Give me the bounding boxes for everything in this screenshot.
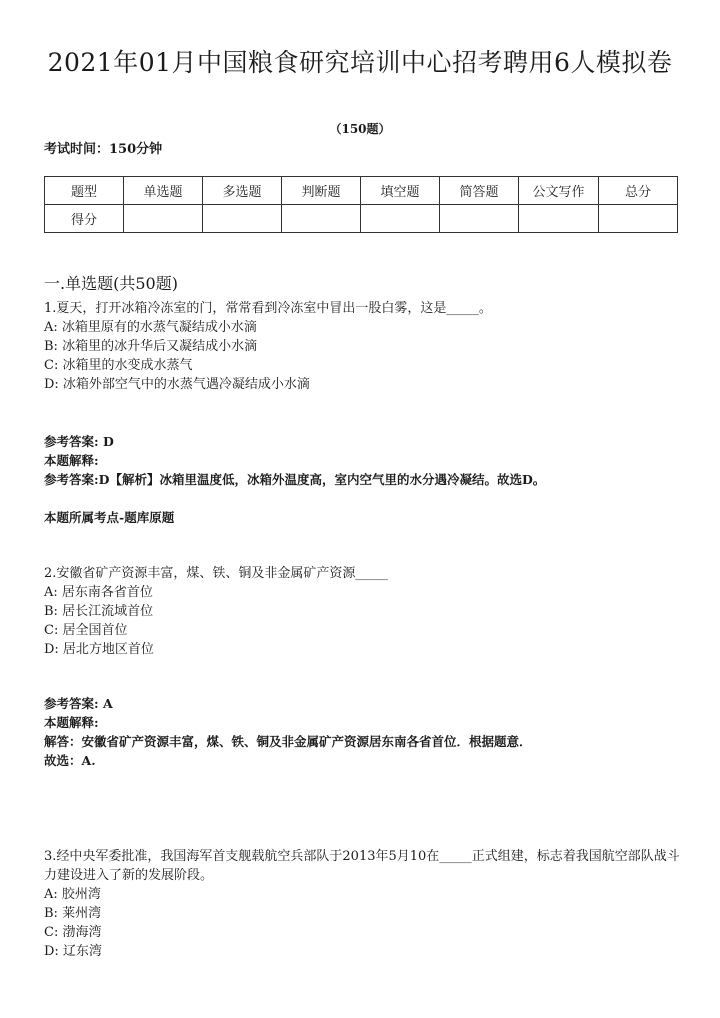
option-b: B: 冰箱里的冰升华后又凝结成小水滴 bbox=[44, 339, 258, 354]
score-table-header: 总分 bbox=[599, 177, 678, 205]
answer-block-2 bbox=[44, 694, 684, 770]
option-a: A: 居东南各省首位 bbox=[44, 585, 153, 600]
analysis-source: 本题所属考点-题库原题 bbox=[44, 510, 175, 525]
analysis-label: 本题解释: bbox=[44, 453, 99, 468]
question-3 bbox=[44, 847, 680, 961]
score-row-label: 得分 bbox=[45, 205, 124, 233]
score-table-header: 多选题 bbox=[203, 177, 282, 205]
option-d: D: 冰箱外部空气中的水蒸气遇冷凝结成小水滴 bbox=[44, 377, 310, 392]
analysis-text: 解答：安徽省矿产资源丰富，煤、铁、铜及非金属矿产资源居东南各省首位．根据题意． bbox=[44, 734, 532, 749]
option-c: C: 居全国首位 bbox=[44, 623, 128, 638]
score-cell bbox=[124, 205, 203, 233]
option-c: C: 冰箱里的水变成水蒸气 bbox=[44, 358, 193, 373]
analysis-spacer bbox=[44, 489, 684, 508]
question-stem: 3.经中央军委批准，我国海军首支舰载航空兵部队于2013年5月10在_____正式组建，标志着我国航空部队战斗力建设进入了新的发展阶段。 bbox=[44, 849, 680, 883]
answer: 参考答案: A bbox=[44, 696, 113, 711]
section-title: 一.单选题(共50题) bbox=[44, 274, 178, 293]
question-2 bbox=[44, 564, 684, 659]
option-a: A: 冰箱里原有的水蒸气凝结成小水滴 bbox=[44, 320, 257, 335]
option-d: D: 辽东湾 bbox=[44, 944, 102, 959]
score-table-header-row bbox=[45, 177, 678, 205]
option-b: B: 居长江流域首位 bbox=[44, 604, 154, 619]
question-stem: 2.安徽省矿产资源丰富，煤、铁、铜及非金属矿产资源_____ bbox=[44, 566, 388, 581]
score-table-header: 判断题 bbox=[282, 177, 361, 205]
score-table-header: 单选题 bbox=[124, 177, 203, 205]
answer: 参考答案: D bbox=[44, 434, 114, 449]
analysis-text: 故选：A. bbox=[44, 753, 96, 768]
score-cell bbox=[282, 205, 361, 233]
option-a: A: 胶州湾 bbox=[44, 887, 101, 902]
score-table-header: 题型 bbox=[45, 177, 124, 205]
document-title: 2021年01月中国粮食研究培训中心招考聘用6人模拟卷 bbox=[47, 48, 673, 77]
exam-time: 考试时间：150分钟 bbox=[44, 142, 163, 157]
analysis-text: 参考答案:D【解析】冰箱里温度低，冰箱外温度高，室内空气里的水分遇冷凝结。故选D。 bbox=[44, 472, 546, 487]
score-table bbox=[44, 176, 678, 233]
score-table-header: 公文写作 bbox=[519, 177, 599, 205]
score-cell bbox=[361, 205, 440, 233]
score-table-score-row bbox=[45, 205, 678, 233]
score-table-header: 填空题 bbox=[361, 177, 440, 205]
option-d: D: 居北方地区首位 bbox=[44, 642, 154, 657]
analysis-label: 本题解释: bbox=[44, 715, 99, 730]
score-cell bbox=[203, 205, 282, 233]
option-c: C: 渤海湾 bbox=[44, 925, 102, 940]
question-count: （150题） bbox=[329, 122, 391, 136]
score-cell bbox=[519, 205, 599, 233]
score-table-header: 简答题 bbox=[440, 177, 519, 205]
score-cell bbox=[440, 205, 519, 233]
score-cell bbox=[599, 205, 678, 233]
question-stem: 1.夏天，打开冰箱冷冻室的门，常常看到冷冻室中冒出一股白雾，这是_____。 bbox=[44, 301, 492, 316]
option-b: B: 莱州湾 bbox=[44, 906, 102, 921]
answer-block-1 bbox=[44, 432, 684, 527]
question-1 bbox=[44, 299, 684, 394]
